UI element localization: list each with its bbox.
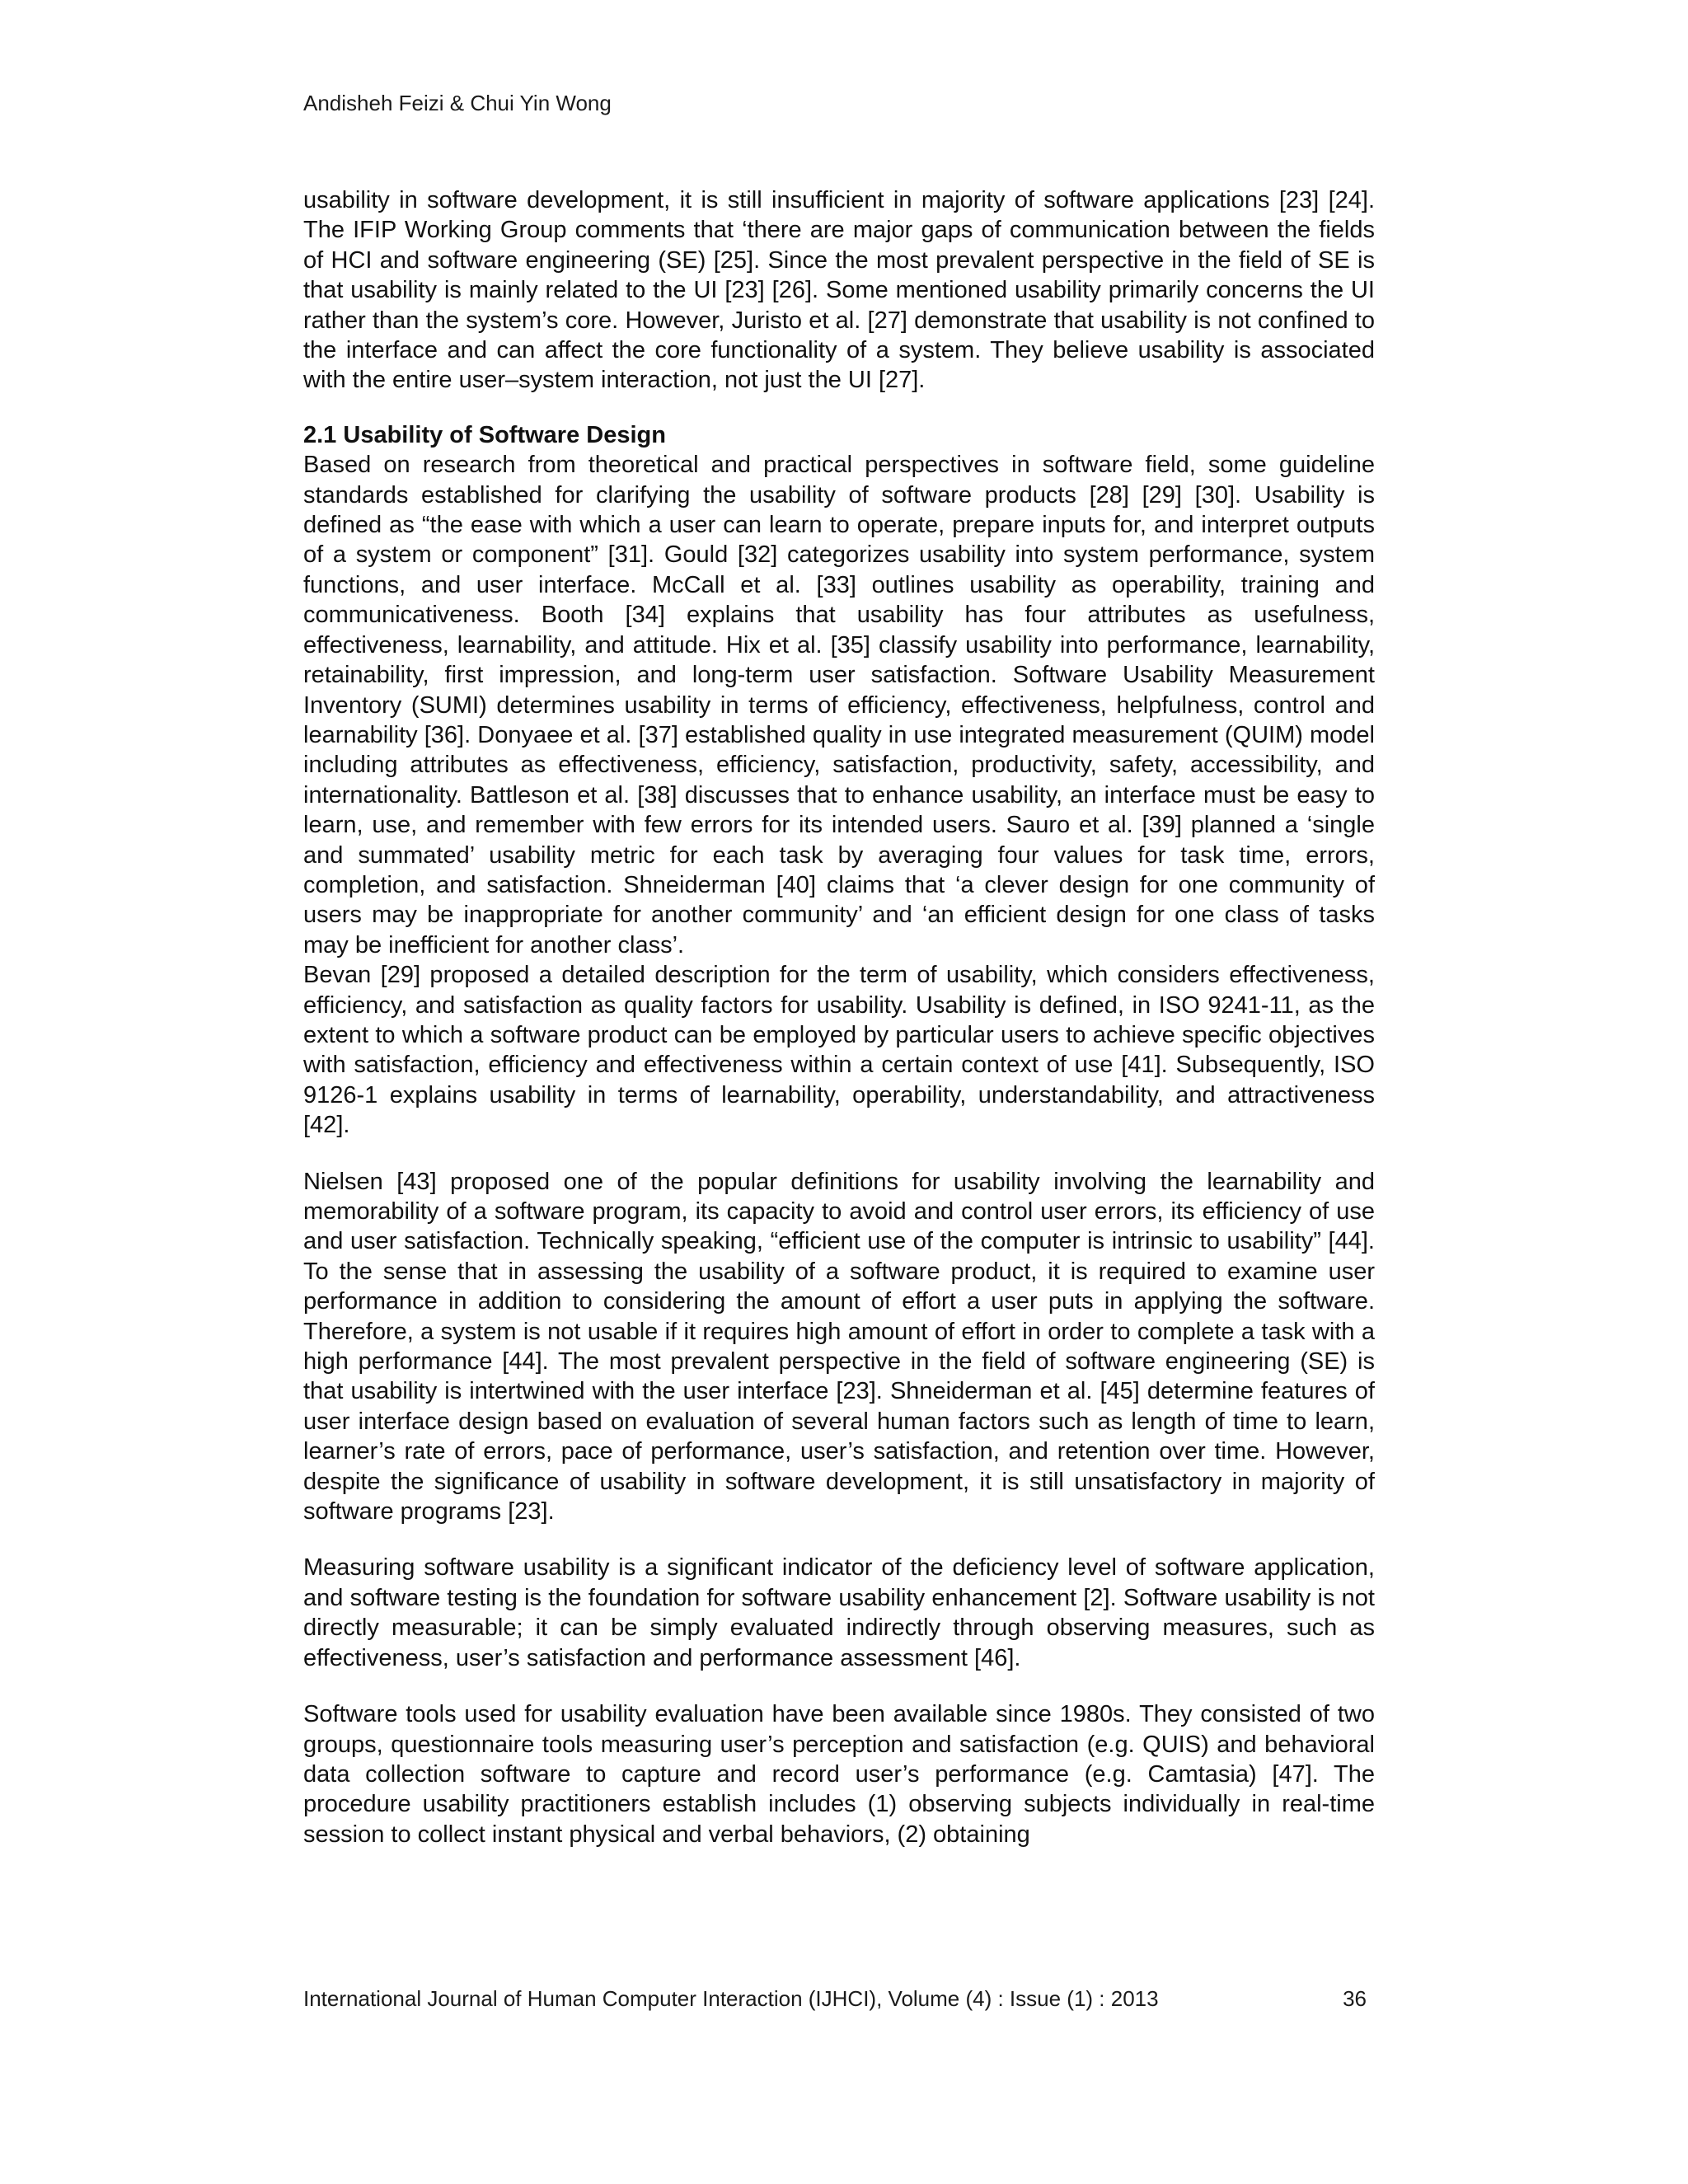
- body-column: [303, 185, 1375, 1849]
- section-paragraph-5: Software tools used for usability evaluation have been available since 1980s. They consisted of two groups, questionnaire tools measuring user’s perception and satisfaction (e.g. QUIS) and behavioral data collection software to capture and record user’s performance (e.g. Camtasia) [47]. The procedure usability practitioners establish includes (1) observing subjects individually in real-time session to collect instant physical and verbal behaviors, (2) obtaining: [303, 1701, 1375, 1848]
- footer-journal-citation: International Journal of Human Computer Interaction (IJHCI), Volume (4) : Issue (1) : 2013: [303, 1986, 1159, 2011]
- intro-paragraph: usability in software development, it is still insufficient in majority of software applications [23] [24]. The IFIP Working Group comments that ‘there are major gaps of communication between the fields of HCI and software engineering (SE) [25]. Since the most prevalent perspective in the field of SE is that usability is mainly related to the UI [23] [26]. Some mentioned usability primarily concerns the UI rather than the system’s core. However, Juristo et al. [27] demonstrate that usability is not confined to the interface and can affect the core functionality of a system. They believe usability is associated with the entire user–system interaction, not just the UI [27].: [303, 187, 1375, 394]
- section-heading: 2.1 Usability of Software Design: [303, 421, 666, 448]
- section-paragraph-3: Nielsen [43] proposed one of the popular definitions for usability involving the learnability and memorability of a software program, its capacity to avoid and control user errors, its efficiency of use and user satisfaction. Technically speaking, “efficient use of the computer is intrinsic to usability” [44]. To the sense that in assessing the usability of a software product, it is required to examine user performance in addition to considering the amount of effort a user puts in applying the software. Therefore, a system is not usable if it requires high amount of effort in order to complete a task with a high performance [44]. The most prevalent perspective in the field of software engineering (SE) is that usability is intertwined with the user interface [23]. Shneiderman et al. [45] determine features of user interface design based on evaluation of several human factors such as length of time to learn, learner’s rate of errors, pace of performance, user’s satisfaction, and retention over time. However, despite the significance of usability in software development, it is still unsatisfactory in majority of software programs [23].: [303, 1168, 1375, 1526]
- page-number: 36: [1343, 1986, 1367, 2011]
- section-paragraph-2: Bevan [29] proposed a detailed description for the term of usability, which considers effectiveness, efficiency, and satisfaction as quality factors for usability. Usability is defined, in ISO 9241-11, as the extent to which a software product can be employed by particular users to achieve specific objectives with satisfaction, efficiency and effectiveness within a certain context of use [41]. Subsequently, ISO 9126-1 explains usability in terms of learnability, operability, understandability, and attractiveness [42].: [303, 962, 1375, 1139]
- section-paragraph-4: Measuring software usability is a significant indicator of the deficiency level of software application, and software testing is the foundation for software usability enhancement [2]. Software usability is not directly measurable; it can be simply evaluated indirectly through observing measures, such as effectiveness, user’s satisfaction and performance assessment [46].: [303, 1554, 1375, 1671]
- section-paragraph-1: Based on research from theoretical and practical perspectives in software field, some guideline standards established for clarifying the usability of software products [28] [29] [30]. Usability is defined as “the ease with which a user can learn to operate, prepare inputs for, and interpret outputs of a system or component” [31]. Gould [32] categorizes usability into system performance, system functions, and user interface. McCall et al. [33] outlines usability as operability, training and communicativeness. Booth [34] explains that usability has four attributes as usefulness, effectiveness, learnability, and attitude. Hix et al. [35] classify usability into performance, learnability, retainability, first impression, and long-term user satisfaction. Software Usability Measurement Inventory (SUMI) determines usability in terms of efficiency, effectiveness, helpfulness, control and learnability [36]. Donyaee et al. [37] established quality in use integrated measurement (QUIM) model including attributes as effectiveness, efficiency, satisfaction, productivity, safety, accessibility, and internationality. Battleson et al. [38] discusses that to enhance usability, an interface must be easy to learn, use, and remember with few errors for its intended users. Sauro et al. [39] planned a ‘single and summated’ usability metric for each task by averaging four values for task time, errors, completion, and satisfaction. Shneiderman [40] claims that ‘a clever design for one community of users may be inappropriate for another community’ and ‘an efficient design for one class of tasks may be inefficient for another class’.: [303, 452, 1375, 958]
- running-footer: [303, 1986, 1367, 2011]
- running-header-authors: Andisheh Feizi & Chui Yin Wong: [303, 91, 612, 115]
